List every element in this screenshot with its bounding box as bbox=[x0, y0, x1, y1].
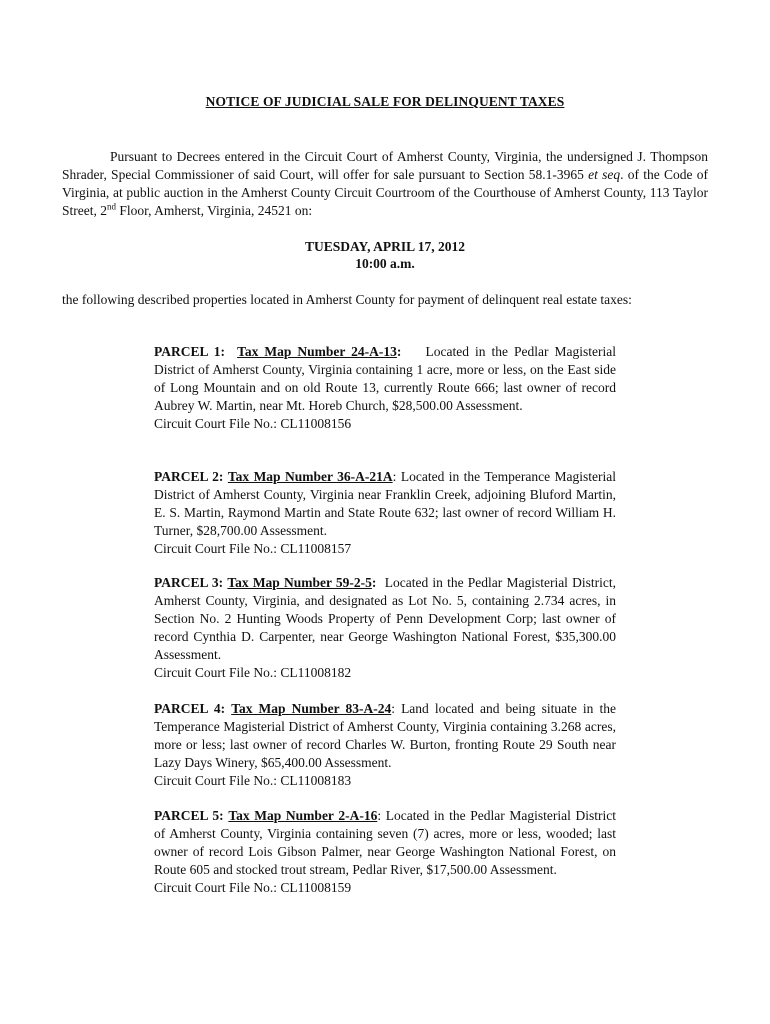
parcel-body bbox=[154, 468, 616, 540]
parcel-label: PARCEL 4: bbox=[154, 701, 226, 716]
intro-text-1: Pursuant to Decrees entered in the Circuit Court of Amherst County, Virginia, the undersigned J. Thompson Shrader, Special Commissioner of said Court, will offer for sale pursuant to Section 58.1-3965 bbox=[62, 149, 708, 182]
parcel-body bbox=[154, 574, 616, 664]
parcel-file-no: Circuit Court File No.: CL11008183 bbox=[154, 773, 352, 788]
parcel-block bbox=[154, 468, 616, 558]
parcel-file-no: Circuit Court File No.: CL11008159 bbox=[154, 880, 352, 895]
parcel-block bbox=[154, 343, 616, 433]
parcel-body bbox=[154, 700, 616, 772]
parcel-block bbox=[154, 700, 616, 790]
intro-paragraph bbox=[62, 148, 708, 220]
parcel-tax-map-suffix: : bbox=[391, 701, 395, 716]
parcel-block bbox=[154, 807, 616, 897]
following-text: the following described properties located in Amherst County for payment of delinquent real estate taxes: bbox=[62, 292, 632, 307]
parcel-tax-map: Tax Map Number 59-2-5 bbox=[227, 575, 372, 590]
parcel-tax-map-suffix: : bbox=[371, 575, 377, 590]
parcel-description: Located in the Pedlar Magisterial District of Amherst County, Virginia containing 1 acre, more or less, on the East side of Long Mountain and on old Route 13, currently Route 666; last owner of record Aubrey W. Martin, near Mt. Horeb Church, $28,500.00 Assessment. bbox=[154, 344, 617, 413]
notice-title: NOTICE OF JUDICIAL SALE FOR DELINQUENT TAXES bbox=[205, 94, 565, 109]
parcel-file-no: Circuit Court File No.: CL11008156 bbox=[154, 416, 352, 431]
parcel-label: PARCEL 5: bbox=[154, 808, 224, 823]
parcel-description: Located in the Pedlar Magisterial District of Amherst County, Virginia containing seven (7) acres, more or less, wooded; last owner of record Lois Gibson Palmer, near George Washington National Forest, on Route 605 and stocked trout stream, Pedlar River, $17,500.00 Assessment. bbox=[154, 808, 617, 877]
parcel-label: PARCEL 1: bbox=[154, 344, 226, 359]
parcel-file-no: Circuit Court File No.: CL11008157 bbox=[154, 541, 352, 556]
parcel-label: PARCEL 2: bbox=[154, 469, 224, 484]
parcel-body bbox=[154, 343, 616, 415]
intro-text-3: Floor, Amherst, Virginia, 24521 on: bbox=[116, 203, 313, 218]
parcel-block bbox=[154, 574, 616, 682]
parcel-description: Located in the Temperance Magisterial District of Amherst County, Virginia near Franklin Creek, adjoining Bluford Martin, E. S. Martin, Raymond Martin and State Route 632; last owner of record William H. Turner, $28,700.00 Assessment. bbox=[154, 469, 617, 538]
parcel-file-no: Circuit Court File No.: CL11008182 bbox=[154, 665, 352, 680]
intro-text-2: . of the Code of Virginia, at public auction in the Amherst County Circuit Courtroom of the Courthouse of Amherst County, 113 Taylor Street, 2 bbox=[62, 167, 708, 218]
sale-date: TUESDAY, APRIL 17, 2012 bbox=[305, 239, 465, 254]
parcel-tax-map: Tax Map Number 36-A-21A bbox=[227, 469, 393, 484]
parcel-tax-map-suffix: : bbox=[392, 469, 397, 484]
sale-time: 10:00 a.m. bbox=[355, 256, 415, 271]
parcel-body bbox=[154, 807, 616, 879]
intro-superscript: nd bbox=[107, 201, 116, 212]
parcel-description: Located in the Pedlar Magisterial District, Amherst County, Virginia, and designated as Lot No. 5, containing 2.734 acres, in Section No. 2 Hunting Woods Property of Penn Development Corp; last owner of record Cynthia D. Carpenter, near George Washington National Forest, $35,300.00 Assessment. bbox=[154, 575, 616, 662]
parcel-description: Land located and being situate in the Temperance Magisterial District of Amherst County, Virginia containing 3.268 acres, more or less; last owner of record Charles W. Burton, fronting Route 29 South near Lazy Days Winery, $65,400.00 Assessment. bbox=[154, 701, 617, 770]
parcel-tax-map: Tax Map Number 83-A-24 bbox=[231, 701, 392, 716]
intro-italic: et seq bbox=[588, 167, 621, 182]
parcel-tax-map-suffix: : bbox=[377, 808, 382, 823]
parcel-label: PARCEL 3: bbox=[154, 575, 224, 590]
sale-datetime bbox=[0, 238, 770, 272]
parcel-tax-map: Tax Map Number 24-A-13 bbox=[237, 344, 397, 359]
parcel-tax-map: Tax Map Number 2-A-16 bbox=[228, 808, 378, 823]
parcel-tax-map-suffix: : bbox=[396, 344, 402, 359]
